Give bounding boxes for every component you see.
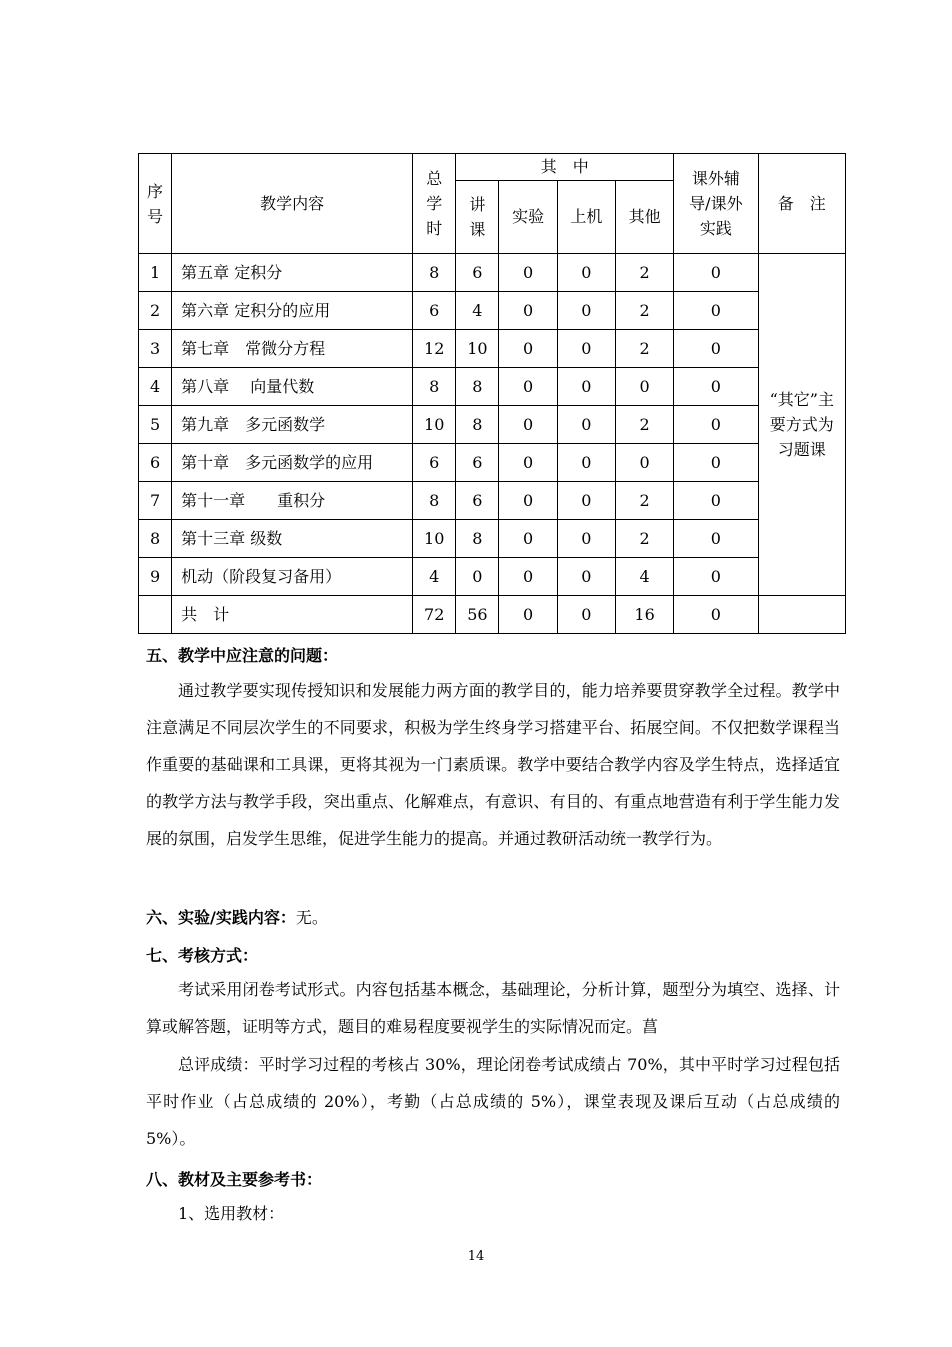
cell-total-hours: 8 <box>413 368 456 406</box>
cell-seq: 7 <box>139 482 172 520</box>
cell-extracurricular: 0 <box>674 406 758 444</box>
table-row <box>139 330 846 368</box>
cell-computer: 0 <box>557 330 615 368</box>
cell-content: 机动（阶段复习备用） <box>172 558 413 596</box>
cell-computer: 0 <box>557 444 615 482</box>
cell-extracurricular: 0 <box>674 520 758 558</box>
cell-other: 2 <box>615 292 673 330</box>
cell-total-hours: 12 <box>413 330 456 368</box>
cell-other: 0 <box>615 368 673 406</box>
cell-remark-note <box>758 254 845 596</box>
cell-seq: 1 <box>139 254 172 292</box>
section7-body2: 总评成绩：平时学习过程的考核占 30%，理论闭卷考试成绩占 70%，其中平时学习过程包括平时作业（占总成绩的 20%），考勤（占总成绩的 5%），课堂表现及课后互动（占总成绩的 5%）。 <box>146 1055 840 1148</box>
course-hours-table <box>138 153 846 634</box>
header-extracurricular: 课外辅导/课外实践 <box>674 154 758 254</box>
cell-total-hours: 8 <box>413 482 456 520</box>
cell-computer: 0 <box>557 520 615 558</box>
cell-remark-empty <box>758 596 845 634</box>
cell-computer: 0 <box>557 368 615 406</box>
header-seq: 序号 <box>139 154 172 254</box>
cell-lecture: 10 <box>456 330 499 368</box>
cell-extracurricular: 0 <box>674 596 758 634</box>
header-of-which: 其 中 <box>456 154 674 181</box>
table-row <box>139 482 846 520</box>
cell-total-hours: 6 <box>413 292 456 330</box>
table-row <box>139 558 846 596</box>
remark-note-text: “其它”主要方式为习题课 <box>769 390 834 459</box>
cell-seq: 3 <box>139 330 172 368</box>
table-row <box>139 254 846 292</box>
cell-experiment: 0 <box>499 482 557 520</box>
cell-total-hours: 72 <box>413 596 456 634</box>
cell-computer: 0 <box>557 558 615 596</box>
cell-content: 第六章 定积分的应用 <box>172 292 413 330</box>
cell-content: 第十三章 级数 <box>172 520 413 558</box>
cell-computer: 0 <box>557 292 615 330</box>
cell-lecture: 56 <box>456 596 499 634</box>
section8-item1: 1、选用教材： <box>178 1204 285 1223</box>
cell-content: 第五章 定积分 <box>172 254 413 292</box>
table-row <box>139 292 846 330</box>
cell-computer: 0 <box>557 254 615 292</box>
cell-experiment: 0 <box>499 292 557 330</box>
cell-other: 4 <box>615 558 673 596</box>
header-total-hours: 总学时 <box>413 154 456 254</box>
cell-extracurricular: 0 <box>674 482 758 520</box>
section6-title <box>146 905 328 928</box>
cell-other: 2 <box>615 482 673 520</box>
cell-lecture: 4 <box>456 292 499 330</box>
cell-content: 第十一章 重积分 <box>172 482 413 520</box>
cell-total-hours: 8 <box>413 254 456 292</box>
cell-experiment: 0 <box>499 368 557 406</box>
cell-total-hours: 6 <box>413 444 456 482</box>
cell-seq-empty <box>139 596 172 634</box>
header-lecture: 讲课 <box>456 181 499 254</box>
cell-extracurricular: 0 <box>674 292 758 330</box>
table-row <box>139 368 846 406</box>
cell-computer: 0 <box>557 596 615 634</box>
cell-total-hours: 4 <box>413 558 456 596</box>
cell-seq: 6 <box>139 444 172 482</box>
table-total-row <box>139 596 846 634</box>
section7-title: 七、考核方式： <box>146 946 259 965</box>
cell-other: 0 <box>615 444 673 482</box>
cell-seq: 4 <box>139 368 172 406</box>
cell-experiment: 0 <box>499 330 557 368</box>
header-experiment: 实验 <box>499 181 557 254</box>
cell-other: 16 <box>615 596 673 634</box>
cell-other: 2 <box>615 254 673 292</box>
cell-lecture: 6 <box>456 482 499 520</box>
cell-lecture: 6 <box>456 444 499 482</box>
cell-seq: 5 <box>139 406 172 444</box>
section8-title: 八、教材及主要参考书： <box>146 1170 323 1189</box>
cell-computer: 0 <box>557 406 615 444</box>
section5-title: 五、教学中应注意的问题： <box>146 646 339 665</box>
page-number: 14 <box>467 1249 485 1264</box>
cell-lecture: 6 <box>456 254 499 292</box>
header-remark: 备 注 <box>758 154 845 254</box>
section6-heading: 六、实验/实践内容： <box>146 908 296 927</box>
cell-experiment: 0 <box>499 596 557 634</box>
table-header-row <box>139 154 846 181</box>
section5-body: 通过教学要实现传授知识和发展能力两方面的教学目的，能力培养要贯穿教学全过程。教学中注意满足不同层次学生的不同要求，积极为学生终身学习搭建平台、拓展空间。不仅把数学课程当作重要的基础课和工具课，更将其视为一门素质课。教学中要结合教学内容及学生特点，选择适宜的教学方法与教学手段，突出重点、化解难点，有意识、有目的、有重点地营造有利于学生能力发展的氛围，启发学生思维，促进学生能力的提高。并通过教研活动统一教学行为。 <box>146 681 840 848</box>
cell-total-hours: 10 <box>413 520 456 558</box>
header-computer: 上机 <box>557 181 615 254</box>
cell-lecture: 8 <box>456 406 499 444</box>
cell-seq: 2 <box>139 292 172 330</box>
cell-extracurricular: 0 <box>674 558 758 596</box>
cell-content: 第七章 常微分方程 <box>172 330 413 368</box>
cell-experiment: 0 <box>499 406 557 444</box>
header-content: 教学内容 <box>172 154 413 254</box>
cell-lecture: 0 <box>456 558 499 596</box>
cell-content: 第十章 多元函数学的应用 <box>172 444 413 482</box>
cell-other: 2 <box>615 520 673 558</box>
cell-seq: 9 <box>139 558 172 596</box>
cell-experiment: 0 <box>499 444 557 482</box>
table-row <box>139 406 846 444</box>
cell-extracurricular: 0 <box>674 368 758 406</box>
cell-total-hours: 10 <box>413 406 456 444</box>
cell-total-label: 共 计 <box>172 596 413 634</box>
cell-experiment: 0 <box>499 520 557 558</box>
cell-other: 2 <box>615 406 673 444</box>
section6-value: 无。 <box>295 908 328 927</box>
cell-content: 第九章 多元函数学 <box>172 406 413 444</box>
cell-seq: 8 <box>139 520 172 558</box>
cell-extracurricular: 0 <box>674 254 758 292</box>
cell-other: 2 <box>615 330 673 368</box>
cell-lecture: 8 <box>456 520 499 558</box>
table-row <box>139 444 846 482</box>
table-row <box>139 520 846 558</box>
header-other: 其他 <box>615 181 673 254</box>
cell-computer: 0 <box>557 482 615 520</box>
section7-body1: 考试采用闭卷考试形式。内容包括基本概念，基础理论，分析计算，题型分为填空、选择、计算或解答题，证明等方式，题目的难易程度要视学生的实际情况而定。菖 <box>146 980 840 1036</box>
cell-experiment: 0 <box>499 558 557 596</box>
cell-lecture: 8 <box>456 368 499 406</box>
cell-content: 第八章 向量代数 <box>172 368 413 406</box>
cell-extracurricular: 0 <box>674 330 758 368</box>
cell-experiment: 0 <box>499 254 557 292</box>
cell-extracurricular: 0 <box>674 444 758 482</box>
